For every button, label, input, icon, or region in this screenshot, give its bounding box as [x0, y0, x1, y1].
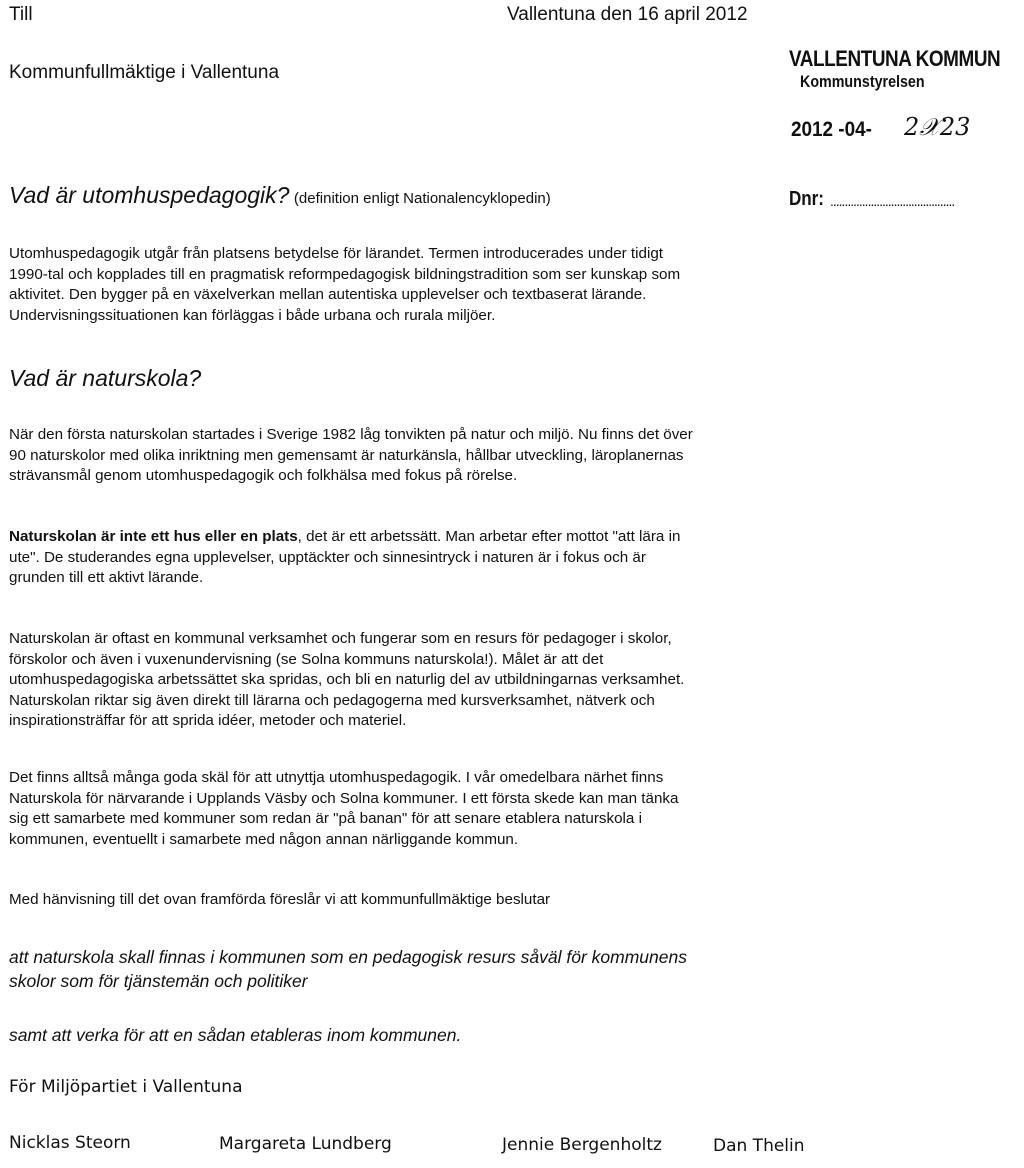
text-line: kommunen, eventuellt i samarbete med någon annan närliggande kommun. — [9, 830, 519, 848]
text-line: 1990-tal och kopplades till en pragmatisk reformpedagogisk bildningstradition som ser kunskap som — [9, 265, 681, 283]
definition-source: (definition enligt Nationalencyklopedin) — [293, 190, 551, 207]
paragraph — [9, 629, 909, 732]
text-line: strävansmål genom utomhuspedagogik och folkhälsa med fokus på rörelse. — [9, 467, 518, 484]
section-heading: Vad är naturskola? — [9, 365, 202, 391]
text-line: Med hänvisning till det ovan framförda föreslår vi att kommunfullmäktige beslutar — [9, 891, 551, 908]
text-span: , det är ett arbetssätt. Man arbetar efter mottot "att lära in — [297, 528, 681, 545]
text-line: Det finns alltså många goda skäl för att utnyttja utomhuspedagogik. I vår omedelbara närhet finns — [9, 769, 664, 786]
section-utomhuspedagogik-heading-row — [9, 182, 551, 209]
proposal-line: att naturskola skall finnas i kommunen som en pedagogisk resurs såväl för kommunens — [9, 947, 687, 967]
text-line: förskolor och även i vuxenundervisning (se Solna kommuns naturskola!). Målet är att det — [9, 650, 604, 668]
section-heading: Vad är utomhuspedagogik? — [9, 182, 290, 208]
signatory: Margareta Lundberg — [219, 1134, 392, 1154]
text-line: 90 naturskolor med olika inriktning men gemensamt är naturkänsla, hållbar utveckling, läroplanernas — [9, 446, 684, 464]
text-line: grunden till ett aktivt lärande. — [9, 569, 204, 586]
proposal-line: skolor som för tjänstemän och politiker — [9, 971, 308, 991]
place-date: Vallentuna den 16 april 2012 — [507, 4, 748, 25]
text-line: När den första naturskolan startades i Sverige 1982 låg tonvikten på natur och miljö. Nu finns det över — [9, 426, 693, 443]
text-line: inspirationsträffar för att sprida idéer, metoder och materiel. — [9, 712, 407, 729]
emphasis-text: Naturskolan är inte ett hus eller en plats — [9, 528, 298, 545]
paragraph — [9, 768, 909, 850]
text-line: Naturskolan riktar sig även direkt till lärarna och pedagogerna med kursverksamhet, nätverk och — [9, 691, 655, 709]
signatory: Jennie Bergenholtz — [502, 1135, 662, 1155]
paragraph — [9, 425, 909, 487]
text-line: ute". De studerandes egna upplevelser, upptäckter och sinnesintryck i naturen är i fokus och är — [9, 548, 646, 566]
text-line: Naturskola för närvarande i Upplands Väsby och Solna kommuner. I ett första skede kan man tänka — [9, 789, 679, 807]
party-signoff: För Miljöpartiet i Vallentuna — [9, 1077, 243, 1097]
dnr-label: Dnr: — [789, 188, 824, 210]
text-line: Undervisningssituationen kan förläggas i både urbana och rurala miljöer. — [9, 306, 496, 324]
text-line — [9, 527, 909, 548]
signatory: Nicklas Steorn — [9, 1133, 131, 1153]
text-line: Naturskolan är oftast en kommunal verksamhet och fungerar som en resurs för pedagoger i skolor, — [9, 630, 672, 647]
addressee-label: Till — [9, 4, 33, 25]
handwritten-day: 2𝒳23 — [904, 113, 971, 141]
signatory: Dan Thelin — [713, 1136, 805, 1156]
definition-paragraph — [9, 244, 909, 326]
paragraph — [9, 527, 909, 589]
paragraph — [9, 890, 909, 911]
dnr-blank: ........................................... — [830, 193, 955, 209]
stamp-department: Kommunstyrelsen — [800, 72, 925, 91]
recipient: Kommunfullmäktige i Vallentuna — [9, 62, 280, 83]
text-line: aktivitet. Den bygger på en växelverkan mellan autentiska upplevelser och textbaserat lärande. — [9, 286, 647, 303]
stamp-organization: VALLENTUNA KOMMUN — [789, 46, 1001, 71]
text-line: utomhuspedagogiska arbetssättet ska spridas, och bli en naturlig del av utbildningarnas verksamhet. — [9, 671, 685, 688]
stamp-date: 2012 -04- — [791, 118, 872, 141]
text-line: Utomhuspedagogik utgår från platsens betydelse för lärandet. Termen introducerades under tidigt — [9, 245, 664, 262]
proposal-line: samt att verka för att en sådan etableras inom kommunen. — [9, 1025, 462, 1045]
text-line: sig ett samarbete med kommuner som redan är "på banan" för att senare etablera naturskola i — [9, 810, 642, 827]
